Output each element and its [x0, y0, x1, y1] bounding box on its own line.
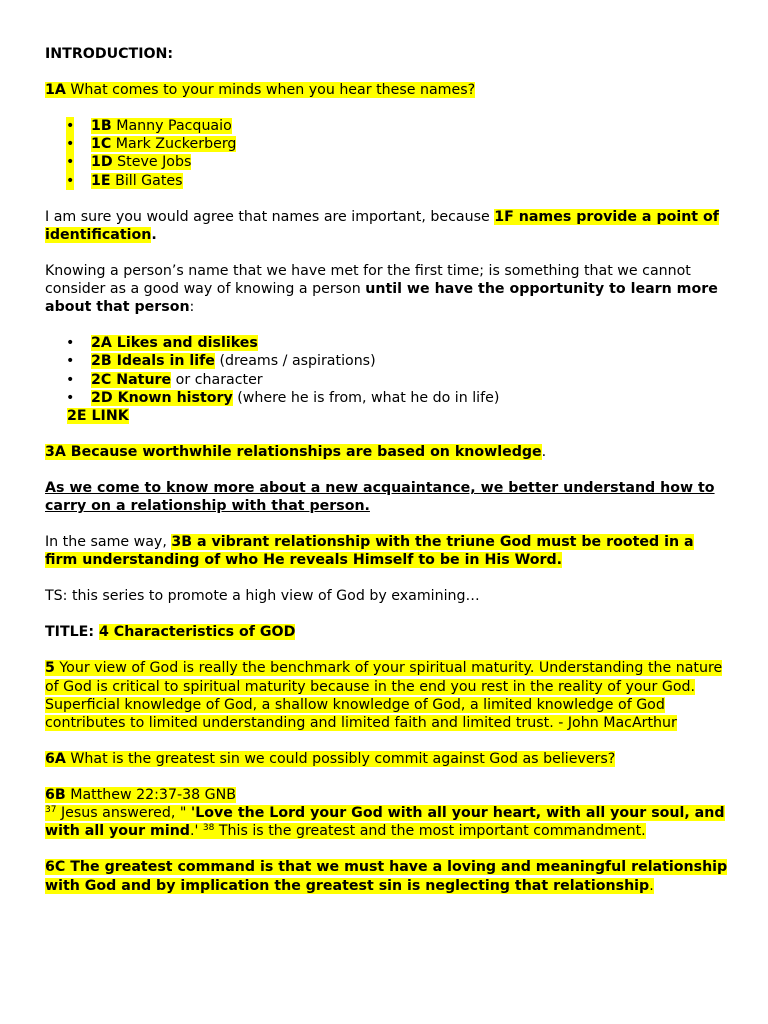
bullet-icon: • — [66, 154, 75, 171]
paragraph-3a: 3A Because worthwhile relationships are based on knowledge. — [45, 444, 547, 461]
question-6a: 6A What is the greatest sin we could possibly commit against God as believers? — [45, 751, 616, 768]
paragraph-3b: In the same way, 3B a vibrant relationship with the triune God must be rooted in a firm understanding of who He reveals Himself to be in His Word. — [45, 534, 694, 569]
list-item: • 1E Bill Gates — [66, 172, 183, 189]
title-line: TITLE: 4 Characteristics of GOD — [45, 624, 296, 641]
list-item: • 1B Manny Pacquaio — [66, 118, 232, 134]
list-item: • 2D Known history (where he is from, what he do in life) — [66, 389, 500, 406]
list-item: • 2A Likes and dislikes — [66, 335, 258, 352]
verse-number: 38 — [202, 823, 215, 834]
bullet-icon: • — [66, 389, 75, 406]
paragraph-knowing: Knowing a person’s name that we have met for the first time; is something that we cannot consider as a good way of knowing a person until we have the opportunity to learn more about that person: — [45, 262, 718, 316]
point-number: 1A — [45, 82, 66, 98]
verse-number: 37 — [45, 805, 57, 816]
question-1a: 1A What comes to your minds when you hear these names? — [45, 82, 476, 98]
intro-heading: INTRODUCTION: — [45, 46, 174, 62]
bullet-icon: • — [66, 118, 75, 134]
bullet-icon: • — [66, 371, 75, 388]
paragraph-ts: TS: this series to promote a high view of God by examining… — [45, 588, 480, 605]
bullet-icon: • — [66, 353, 75, 370]
list-item: • 2B Ideals in life (dreams / aspirations) — [66, 353, 376, 370]
list-item: • 2C Nature or character — [66, 371, 263, 388]
link-2e: 2E LINK — [67, 408, 129, 425]
knowledge-list — [45, 334, 728, 407]
bullet-icon: • — [66, 172, 75, 189]
bullet-icon: • — [66, 136, 75, 153]
verse-6b: 6B Matthew 22:37-38 GNB $^{37}$ Jesus answered, " 'Love the Lord your God with all your heart, with all your soul, and with all your mind.' $^{38}$ This is the greatest and the most important commandment. — [45, 787, 725, 840]
bullet-icon: • — [66, 335, 75, 352]
quote-5: 5 Your view of God is really the benchmark of your spiritual maturity. Understanding the nature of God is critical to spiritual maturity because in the end you rest in the reality of your God. Superficial knowledge of God, a shallow knowledge of God, a limited knowledge of God contributes to limited understanding and limited faith and limited trust. - John MacArthur — [45, 660, 723, 732]
paragraph-underlined: As we come to know more about a new acquaintance, we better understand how to carry on a relationship with that person. — [45, 480, 715, 515]
list-item: • 1C Mark Zuckerberg — [66, 136, 237, 153]
paragraph-names-important: I am sure you would agree that names are important, because 1F names provide a point of identification. — [45, 208, 719, 243]
paragraph-6c: 6C The greatest command is that we must have a loving and meaningful relationship with God and by implication the greatest sin is neglecting that relationship. — [45, 859, 728, 894]
names-list — [45, 117, 728, 190]
list-item: • 1D Steve Jobs — [66, 154, 192, 171]
